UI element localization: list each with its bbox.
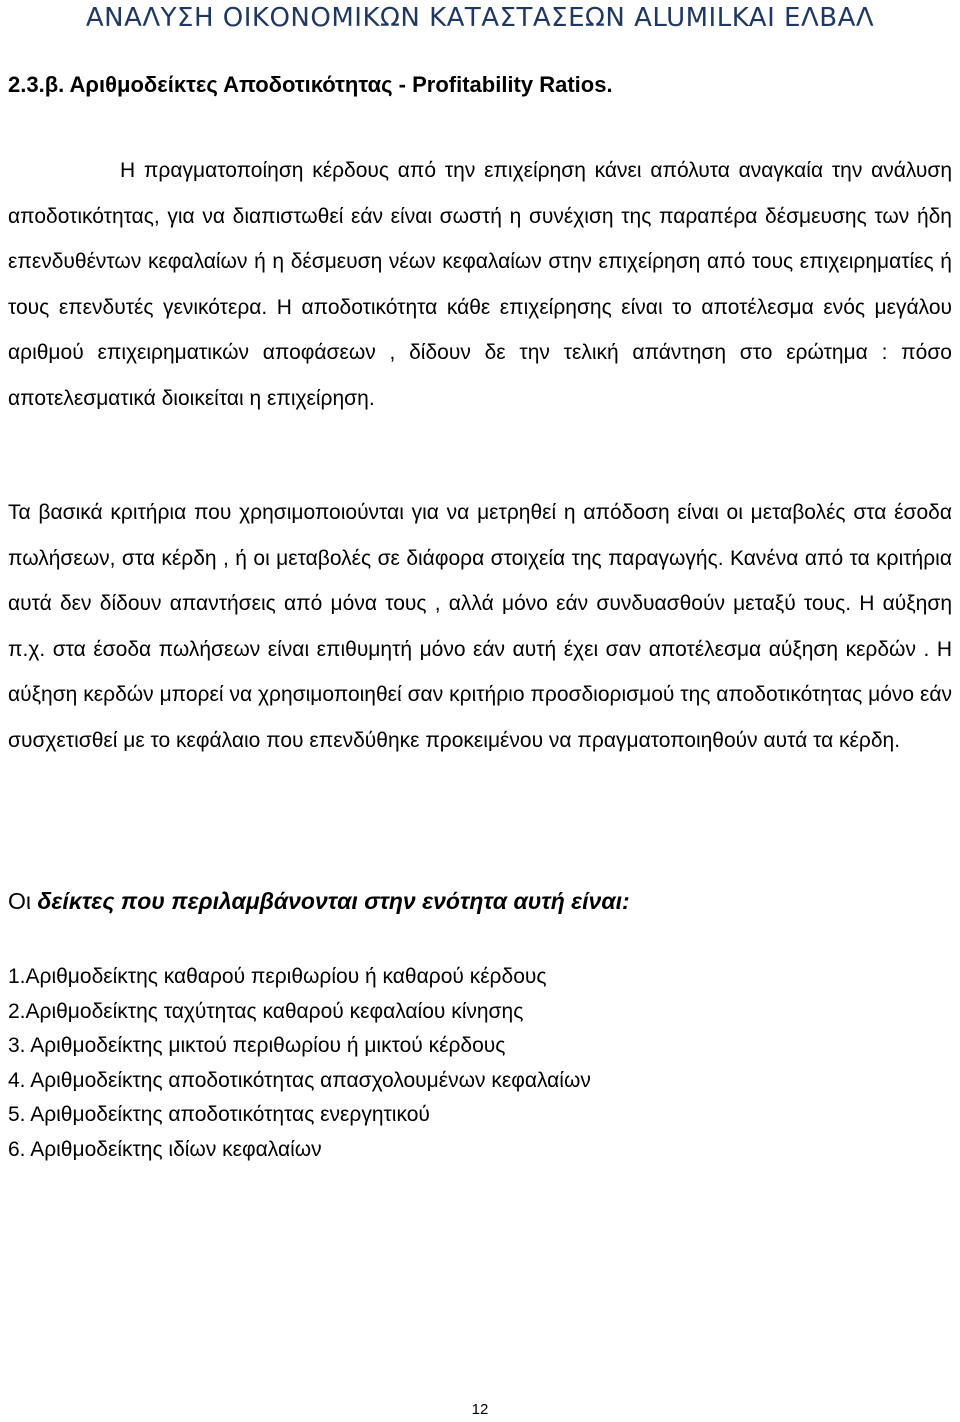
indicator-item: 2.Αριθμοδείκτης ταχύτητας καθαρού κεφαλαίου κίνησης [8, 999, 524, 1023]
body-paragraph-2: Τα βασικά κριτήρια που χρησιμοποιούνται για να μετρηθεί η απόδοση είναι οι μεταβολές στα έσοδα πωλήσεων, στα κέρδη , ή οι μεταβολές σε διάφορα στοιχεία της παραγωγής. Κανένα από τα κριτήρια αυτά δεν δίδουν απαντήσεις από μόνα τους , αλλά μόνο εάν συνδυασθούν μεταξύ τους. Η αύξηση π.χ. στα έσοδα πωλήσεων είναι επιθυμητή μόνο εάν αυτή έχει σαν αποτέλεσμα αύξηση κερδών . Η αύξηση κερδών μπορεί να χρησιμοποιηθεί σαν κριτήριο προσδιορισμού της αποδοτικότητας μόνο εάν συσχετισθεί με το κεφάλαιο που επενδύθηκε προκειμένου να πραγματοποιηθούν αυτά τα κέρδη. [8, 501, 952, 752]
page-number: 12 [471, 1401, 489, 1418]
indicator-list [8, 960, 952, 1167]
indicator-item: 1.Αριθμοδείκτης καθαρού περιθωρίου ή καθαρού κέρδους [8, 965, 547, 988]
body-paragraph-1: Η πραγματοποίηση κέρδους από την επιχείρηση κάνει απόλυτα αναγκαία την ανάλυση αποδοτικότητας, για να διαπιστωθεί εάν είναι σωστή η συνέχιση της παραπέρα δέσμευσης των ήδη επενδυθέντων κεφαλαίων ή η δέσμευση νέων κεφαλαίων στην επιχείρηση από τους επιχειρηματίες ή τους επενδυτές γενικότερα. Η αποδοτικότητα κάθε επιχείρησης είναι το αποτέλεσμα ενός μεγάλου αριθμού επιχειρηματικών αποφάσεων , δίδουν δε την τελική απάντηση στο ερώτημα : πόσο αποτελεσματικά διοικείται η επιχείρηση. [8, 159, 952, 410]
indicator-item: 4. Αριθμοδείκτης αποδοτικότητας απασχολουμένων κεφαλαίων [8, 1068, 591, 1092]
indicator-item: 3. Αριθμοδείκτης μικτού περιθωρίου ή μικτού κέρδους [8, 1034, 506, 1057]
indicators-intro-emphasis: δείκτες που περιλαμβάνονται στην ενότητα αυτή είναι: [37, 888, 630, 914]
indicator-item: 6. Αριθμοδείκτης ιδίων κεφαλαίων [8, 1137, 322, 1161]
running-header: ΑΝΑΛΥΣΗ ΟΙΚΟΝΟΜΙΚΩΝ ΚΑΤΑΣΤΑΣΕΩΝ ALUMILKAI ΕΛΒΑΛ [85, 3, 875, 33]
section-heading: 2.3.β. Αριθμοδείκτες Αποδοτικότητας - Profitability Ratios. [8, 72, 613, 97]
indicators-intro-prefix: Οι [8, 888, 38, 914]
indicators-intro [8, 884, 952, 918]
indicator-item: 5. Αριθμοδείκτης αποδοτικότητας ενεργητικού [8, 1103, 430, 1126]
